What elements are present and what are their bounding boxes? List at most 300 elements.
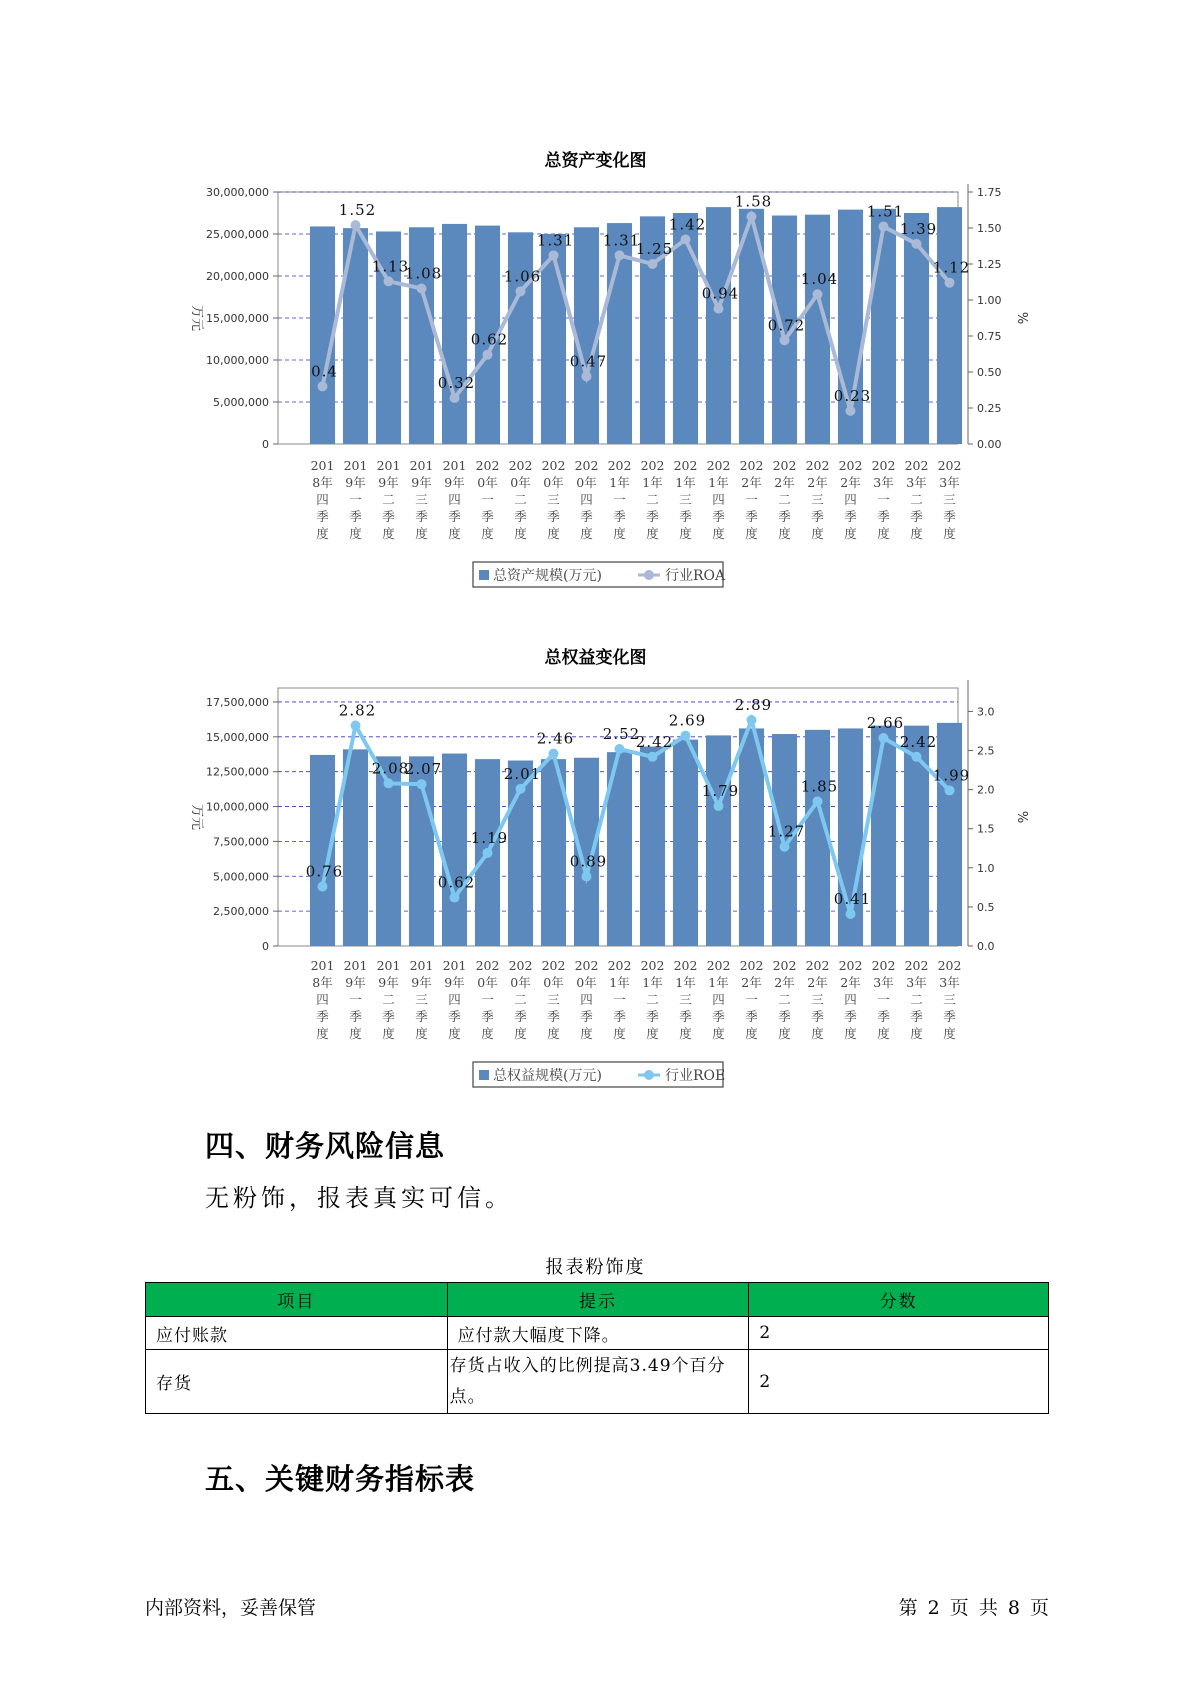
category-label: 度 <box>811 526 824 541</box>
category-label: 201 <box>376 958 401 973</box>
category-label: 四 <box>844 492 857 507</box>
category-label: 三 <box>811 992 824 1007</box>
category-label: 201 <box>409 958 434 973</box>
category-label: 201 <box>343 958 368 973</box>
y2-tick-label: 0.25 <box>977 402 1002 415</box>
category-label: 0年 <box>510 475 531 490</box>
category-label: 202 <box>640 958 665 973</box>
category-label: 一 <box>613 492 626 507</box>
category-label: 度 <box>613 526 626 541</box>
category-label: 202 <box>574 458 599 473</box>
data-label: 1.58 <box>734 192 773 211</box>
y2-axis-label: % <box>1014 311 1029 325</box>
category-label: 四 <box>580 492 593 507</box>
category-label: 一 <box>877 992 890 1007</box>
column-header-score: 分数 <box>749 1283 1049 1317</box>
line-point <box>582 871 592 881</box>
cell-score: 2 <box>749 1317 1049 1350</box>
category-label: 度 <box>943 526 956 541</box>
table-caption: 报表粉饰度 <box>545 1257 646 1278</box>
data-label: 1.42 <box>668 215 707 234</box>
y2-tick-label: 0.00 <box>977 438 1002 451</box>
category-label: 季 <box>349 509 362 524</box>
data-label: 0.62 <box>470 330 509 349</box>
y-tick-label: 5,000,000 <box>213 396 269 409</box>
data-label: 2.07 <box>404 760 443 779</box>
category-label: 季 <box>514 1009 527 1024</box>
column-header-item: 项目 <box>146 1283 448 1317</box>
category-label: 202 <box>805 958 830 973</box>
category-label: 202 <box>574 958 599 973</box>
y-tick-label: 30,000,000 <box>206 186 269 199</box>
line-point <box>417 779 427 789</box>
category-label: 9年 <box>378 975 399 990</box>
category-label: 202 <box>706 958 731 973</box>
data-label: 1.06 <box>503 267 542 286</box>
category-label: 度 <box>877 1026 890 1041</box>
category-label: 季 <box>811 509 824 524</box>
cell-score: 2 <box>749 1350 1049 1414</box>
data-label: 2.69 <box>668 711 707 730</box>
y-tick-label: 10,000,000 <box>206 354 269 367</box>
y2-tick-label: 1.50 <box>977 222 1002 235</box>
category-label: 202 <box>838 958 863 973</box>
category-label: 四 <box>712 492 725 507</box>
y-tick-label: 15,000,000 <box>206 730 269 744</box>
category-label: 度 <box>910 526 923 541</box>
line-point <box>846 909 856 919</box>
category-label: 3年 <box>906 975 927 990</box>
category-label: 1年 <box>642 975 663 990</box>
cell-hint: 存货占收入的比例提高3.49个百分点。 <box>447 1350 749 1414</box>
data-label: 1.04 <box>800 270 839 289</box>
category-label: 202 <box>673 458 698 473</box>
cell-item: 存货 <box>146 1350 448 1414</box>
category-label: 四 <box>316 992 329 1007</box>
category-label: 201 <box>409 458 434 473</box>
category-label: 度 <box>514 1026 527 1041</box>
y2-axis-label: % <box>1014 810 1029 824</box>
bar <box>442 754 467 946</box>
category-label: 度 <box>448 526 461 541</box>
category-label: 一 <box>349 492 362 507</box>
category-label: 度 <box>349 526 362 541</box>
category-label: 9年 <box>378 475 399 490</box>
bar <box>343 749 368 946</box>
y-axis-label: 万元 <box>189 803 204 831</box>
category-label: 202 <box>541 458 566 473</box>
line-point <box>384 778 394 788</box>
category-label: 度 <box>679 1026 692 1041</box>
category-label: 202 <box>706 458 731 473</box>
category-label: 202 <box>805 458 830 473</box>
category-label: 季 <box>844 1009 857 1024</box>
category-label: 度 <box>481 1026 494 1041</box>
category-label: 度 <box>778 1026 791 1041</box>
data-label: 1.51 <box>866 202 905 221</box>
section-heading-financial-risk: 四、财务风险信息 <box>205 1129 446 1163</box>
category-label: 三 <box>547 992 560 1007</box>
category-label: 1年 <box>609 475 630 490</box>
y2-tick-label: 1.75 <box>977 186 1002 199</box>
category-label: 季 <box>382 509 395 524</box>
data-label: 1.31 <box>602 231 641 250</box>
data-label: 2.89 <box>734 696 773 715</box>
y2-tick-label: 3.0 <box>977 705 995 719</box>
category-label: 度 <box>382 526 395 541</box>
y-tick-label: 12,500,000 <box>206 765 269 779</box>
category-label: 三 <box>679 492 692 507</box>
data-label: 2.52 <box>602 724 641 743</box>
category-label: 度 <box>481 526 494 541</box>
category-label: 季 <box>613 1009 626 1024</box>
data-label: 0.89 <box>569 852 608 871</box>
line-point <box>483 848 493 858</box>
data-label: 2.42 <box>635 732 674 751</box>
table-row <box>146 1350 1049 1414</box>
data-label: 2.46 <box>536 729 575 748</box>
category-label: 季 <box>316 509 329 524</box>
column-header-hint: 提示 <box>447 1283 749 1317</box>
category-label: 1年 <box>642 475 663 490</box>
category-label: 度 <box>910 1026 923 1041</box>
legend-label-bar: 总资产规模(万元) <box>493 568 602 584</box>
line-point <box>912 752 922 762</box>
category-label: 3年 <box>873 975 894 990</box>
category-label: 度 <box>316 1026 329 1041</box>
category-label: 二 <box>910 492 923 507</box>
category-label: 一 <box>481 992 494 1007</box>
category-label: 202 <box>871 958 896 973</box>
category-label: 四 <box>448 992 461 1007</box>
category-label: 3年 <box>873 475 894 490</box>
category-label: 202 <box>607 958 632 973</box>
data-label: 0.94 <box>701 284 740 303</box>
data-label: 1.39 <box>899 219 938 238</box>
line-point <box>615 744 625 754</box>
category-label: 一 <box>481 492 494 507</box>
data-label: 1.13 <box>371 257 410 276</box>
data-label: 2.08 <box>371 759 410 778</box>
category-label: 1年 <box>708 975 729 990</box>
category-label: 三 <box>415 492 428 507</box>
category-label: 度 <box>415 526 428 541</box>
category-label: 三 <box>415 992 428 1007</box>
category-label: 三 <box>943 992 956 1007</box>
y-axis-label: 万元 <box>189 304 204 332</box>
category-label: 3年 <box>906 475 927 490</box>
category-label: 202 <box>937 458 962 473</box>
cell-hint: 应付款大幅度下降。 <box>447 1317 749 1350</box>
category-label: 度 <box>415 1026 428 1041</box>
category-label: 9年 <box>345 475 366 490</box>
category-label: 度 <box>547 526 560 541</box>
category-label: 3年 <box>939 475 960 490</box>
category-label: 202 <box>904 458 929 473</box>
category-label: 0年 <box>477 975 498 990</box>
footer-page-number: 第 2 页 共 8 页 <box>898 1597 1049 1619</box>
line-point <box>681 731 691 741</box>
data-label: 1.25 <box>635 240 674 258</box>
category-label: 1年 <box>609 975 630 990</box>
line-point <box>351 721 361 731</box>
category-label: 三 <box>943 492 956 507</box>
category-label: 二 <box>646 492 659 507</box>
category-label: 度 <box>712 1026 725 1041</box>
data-label: 1.27 <box>767 822 806 841</box>
bar <box>706 735 731 946</box>
category-label: 9年 <box>411 475 432 490</box>
data-label: 2.42 <box>899 732 938 751</box>
category-label: 202 <box>937 958 962 973</box>
line-point <box>450 893 460 903</box>
y2-tick-label: 2.5 <box>977 744 995 758</box>
category-label: 季 <box>547 1009 560 1024</box>
cell-item: 应付账款 <box>146 1317 448 1350</box>
line-point <box>780 842 790 852</box>
y-tick-label: 2,500,000 <box>213 905 269 919</box>
footer-confidential: 内部资料，妥善保管 <box>145 1597 317 1619</box>
category-label: 一 <box>349 992 362 1007</box>
data-label: 1.12 <box>932 258 971 277</box>
category-label: 度 <box>712 526 725 541</box>
line-point <box>549 749 559 759</box>
category-label: 二 <box>778 492 791 507</box>
category-label: 201 <box>310 458 335 473</box>
category-label: 度 <box>448 1026 461 1041</box>
category-label: 度 <box>580 526 593 541</box>
category-label: 二 <box>382 992 395 1007</box>
category-label: 季 <box>943 509 956 524</box>
category-label: 度 <box>580 1026 593 1041</box>
bar <box>640 747 665 946</box>
category-label: 季 <box>349 1009 362 1024</box>
y-tick-label: 25,000,000 <box>206 228 269 241</box>
category-label: 3年 <box>939 975 960 990</box>
category-label: 季 <box>613 509 626 524</box>
category-label: 季 <box>778 509 791 524</box>
category-label: 201 <box>343 458 368 473</box>
category-label: 0年 <box>543 975 564 990</box>
category-label: 8年 <box>312 975 333 990</box>
category-label: 季 <box>679 509 692 524</box>
data-label: 1.85 <box>800 777 839 796</box>
bar <box>673 740 698 946</box>
category-label: 季 <box>481 1009 494 1024</box>
category-label: 2年 <box>807 975 828 990</box>
category-label: 度 <box>349 1026 362 1041</box>
y2-tick-label: 1.5 <box>977 822 995 836</box>
category-label: 202 <box>607 458 632 473</box>
category-label: 季 <box>877 509 890 524</box>
category-label: 202 <box>739 458 764 473</box>
line-point <box>648 752 658 762</box>
line-point <box>813 796 823 806</box>
legend-label-line: 行业ROA <box>665 568 726 584</box>
category-label: 二 <box>910 992 923 1007</box>
category-label: 季 <box>646 509 659 524</box>
category-label: 2年 <box>840 475 861 490</box>
category-label: 202 <box>772 958 797 973</box>
category-label: 季 <box>382 1009 395 1024</box>
category-label: 季 <box>811 1009 824 1024</box>
category-label: 季 <box>580 509 593 524</box>
category-label: 二 <box>514 992 527 1007</box>
category-label: 一 <box>745 492 758 507</box>
category-label: 202 <box>475 958 500 973</box>
category-label: 2年 <box>741 475 762 490</box>
line-point <box>714 801 724 811</box>
category-label: 四 <box>712 992 725 1007</box>
category-label: 四 <box>844 992 857 1007</box>
category-label: 季 <box>679 1009 692 1024</box>
y2-tick-label: 1.00 <box>977 294 1002 307</box>
line-point <box>516 784 526 794</box>
y2-tick-label: 0.0 <box>977 940 995 953</box>
category-label: 季 <box>712 509 725 524</box>
category-label: 202 <box>838 458 863 473</box>
category-label: 季 <box>745 1009 758 1024</box>
data-label: 0.41 <box>833 889 872 908</box>
y2-tick-label: 0.75 <box>977 330 1002 343</box>
category-label: 一 <box>613 992 626 1007</box>
category-label: 季 <box>547 509 560 524</box>
category-label: 202 <box>640 458 665 473</box>
y-tick-label: 0 <box>262 940 269 953</box>
category-label: 季 <box>646 1009 659 1024</box>
data-label: 0.76 <box>305 862 344 881</box>
category-label: 四 <box>448 492 461 507</box>
category-label: 三 <box>811 492 824 507</box>
category-label: 9年 <box>444 975 465 990</box>
chart-title-total-equity: 总权益变化图 <box>544 648 647 668</box>
data-label: 1.19 <box>470 828 509 847</box>
section-heading-key-indicators: 五、关键财务指标表 <box>205 1462 476 1496</box>
category-label: 0年 <box>543 475 564 490</box>
data-label: 2.82 <box>338 701 377 720</box>
whitewash-table <box>145 1282 1049 1414</box>
y-tick-label: 0 <box>262 438 269 451</box>
category-label: 季 <box>778 1009 791 1024</box>
category-label: 0年 <box>477 475 498 490</box>
line-point <box>945 785 955 795</box>
y2-tick-label: 1.25 <box>977 258 1002 271</box>
chart-title-total-assets: 总资产变化图 <box>544 151 647 171</box>
line-point <box>879 733 889 743</box>
category-label: 季 <box>448 509 461 524</box>
bar <box>871 726 896 946</box>
category-label: 9年 <box>345 975 366 990</box>
category-label: 度 <box>613 1026 626 1041</box>
category-label: 度 <box>811 1026 824 1041</box>
category-label: 季 <box>448 1009 461 1024</box>
category-label: 2年 <box>774 975 795 990</box>
data-label: 2.01 <box>503 764 542 783</box>
y2-tick-label: 0.50 <box>977 366 1002 379</box>
risk-summary-text: 无粉饰，报表真实可信。 <box>205 1184 513 1212</box>
category-label: 度 <box>316 526 329 541</box>
category-label: 三 <box>679 992 692 1007</box>
category-label: 2年 <box>774 475 795 490</box>
category-label: 一 <box>877 492 890 507</box>
category-label: 度 <box>877 526 890 541</box>
category-label: 202 <box>904 958 929 973</box>
category-label: 季 <box>712 1009 725 1024</box>
y-tick-label: 5,000,000 <box>213 870 269 884</box>
category-label: 季 <box>580 1009 593 1024</box>
data-label: 1.08 <box>404 264 443 283</box>
category-label: 季 <box>415 1009 428 1024</box>
legend-swatch-bar <box>479 1070 489 1080</box>
category-label: 0年 <box>576 475 597 490</box>
category-label: 202 <box>772 458 797 473</box>
category-label: 二 <box>514 492 527 507</box>
category-label: 1年 <box>675 475 696 490</box>
data-label: 2.66 <box>866 714 905 733</box>
y2-tick-label: 0.5 <box>977 900 995 914</box>
line-point <box>318 882 328 892</box>
category-label: 季 <box>910 509 923 524</box>
category-label: 2年 <box>807 475 828 490</box>
category-label: 度 <box>547 1026 560 1041</box>
y-tick-label: 17,500,000 <box>206 695 269 709</box>
category-label: 二 <box>646 992 659 1007</box>
category-label: 度 <box>844 526 857 541</box>
category-label: 0年 <box>576 975 597 990</box>
legend-label-line: 行业ROE <box>665 1068 726 1084</box>
category-label: 201 <box>442 458 467 473</box>
category-label: 四 <box>580 992 593 1007</box>
category-label: 2年 <box>741 975 762 990</box>
category-label: 201 <box>442 958 467 973</box>
legend-label-bar: 总权益规模(万元) <box>493 1068 602 1084</box>
category-label: 季 <box>316 1009 329 1024</box>
category-label: 季 <box>514 509 527 524</box>
category-label: 季 <box>415 509 428 524</box>
category-label: 2年 <box>840 975 861 990</box>
category-label: 9年 <box>411 975 432 990</box>
category-label: 度 <box>679 526 692 541</box>
category-label: 202 <box>475 458 500 473</box>
category-label: 一 <box>745 992 758 1007</box>
category-label: 202 <box>739 958 764 973</box>
category-label: 二 <box>778 992 791 1007</box>
line-point <box>747 715 757 725</box>
category-label: 度 <box>943 1026 956 1041</box>
category-label: 202 <box>871 458 896 473</box>
data-label: 0.62 <box>437 873 476 892</box>
data-label: 0.47 <box>569 352 608 371</box>
data-label: 0.23 <box>833 386 872 405</box>
data-label: 0.72 <box>767 316 806 335</box>
category-label: 二 <box>382 492 395 507</box>
category-label: 度 <box>745 526 758 541</box>
data-label: 0.32 <box>437 373 476 392</box>
y-tick-label: 15,000,000 <box>206 312 269 325</box>
category-label: 度 <box>382 1026 395 1041</box>
category-label: 度 <box>514 526 527 541</box>
category-label: 0年 <box>510 975 531 990</box>
table-header-row <box>146 1283 1049 1317</box>
category-label: 202 <box>673 958 698 973</box>
category-label: 三 <box>547 492 560 507</box>
data-label: 1.79 <box>701 782 740 801</box>
category-label: 201 <box>376 458 401 473</box>
data-label: 1.99 <box>932 766 971 785</box>
category-label: 度 <box>844 1026 857 1041</box>
category-label: 季 <box>481 509 494 524</box>
category-label: 202 <box>541 958 566 973</box>
